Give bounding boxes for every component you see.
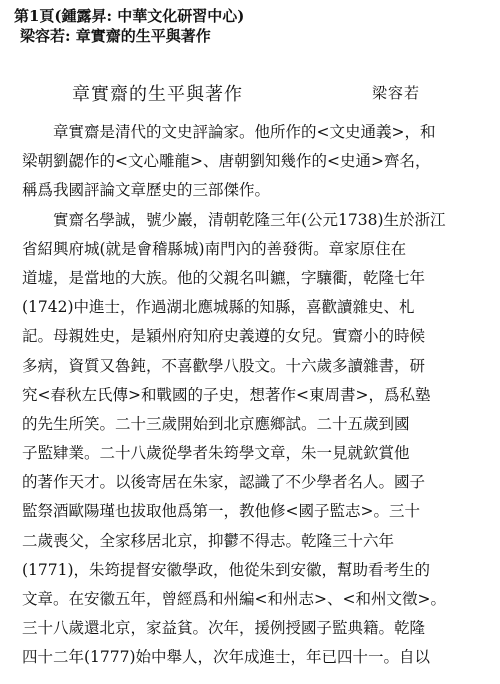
article-heading <box>0 80 500 104</box>
text-line: 文章。在安徽五年，曾經爲和州編<和州志>、<和州文徵>。 <box>22 590 446 608</box>
text-line: 稱爲我國評論文章歷史的三部傑作。 <box>22 181 271 200</box>
text-line: 究<春秋左氏傳>和戰國的子史，想著作<東周書>，爲私塾 <box>22 385 431 404</box>
article-author: 梁容若 <box>372 84 421 102</box>
document-subtitle: 梁容若: 章實齋的生平與著作 <box>20 27 211 45</box>
page-header <box>14 6 244 46</box>
page-info: 第1頁(鍾露昇: 中華文化研習中心) <box>14 7 245 25</box>
text-line: 省紹興府城(就是會稽縣城)南門內的善發衖。章家原住在 <box>22 239 407 258</box>
text-line: 實齋名學誠，號少巖，清朝乾隆三年(公元1738)生於浙江 <box>53 210 446 229</box>
text-line: 道墟，是當地的大族。他的父親名叫鑣，字驤衢，乾隆七年 <box>22 268 426 287</box>
text-line: 記。母親姓史，是穎州府知府史義遵的女兒。實齋小的時候 <box>22 327 426 346</box>
text-line: (1771)，朱筠提督安徽學政，他從朱到安徽，幫助看考生的 <box>22 560 431 579</box>
text-line: 的先生所笑。二十三歲開始到北京應鄉試。二十五歲到國 <box>22 414 410 433</box>
article-title: 章實齋的生平與著作 <box>72 84 243 105</box>
text-line: 梁朝劉勰作的<文心雕龍>、唐朝劉知幾作的<史通>齊名， <box>22 152 431 171</box>
text-line: 子監肄業。二十八歲從學者朱筠學文章，朱一見就欽賞他 <box>22 444 410 463</box>
text-line: 二歲喪父，全家移居北京，抑鬱不得志。乾隆三十六年 <box>22 531 395 550</box>
text-line: 四十二年(1777)始中舉人，次年成進士，年已四十一。自以 <box>22 648 431 667</box>
article-body <box>22 118 478 673</box>
text-line: 章實齋是清代的文史評論家。他所作的<文史通義>，和 <box>53 123 436 141</box>
text-line: 監祭酒歐陽瑾也拔取他爲第一，教他修<國子監志>。三十 <box>22 502 420 521</box>
text-line: (1742)中進士，作過湖北應城縣的知縣，喜歡讀雜史、札 <box>22 298 415 317</box>
text-line: 的著作天才。以後寄居在朱家，認識了不少學者名人。國子 <box>22 473 426 492</box>
text-line: 三十八歲還北京，家益貧。次年，援例授國子監典籍。乾隆 <box>22 619 426 638</box>
text-line: 多病，資質又魯鈍，不喜歡學八股文。十六歲多讀雜書，研 <box>22 356 426 375</box>
